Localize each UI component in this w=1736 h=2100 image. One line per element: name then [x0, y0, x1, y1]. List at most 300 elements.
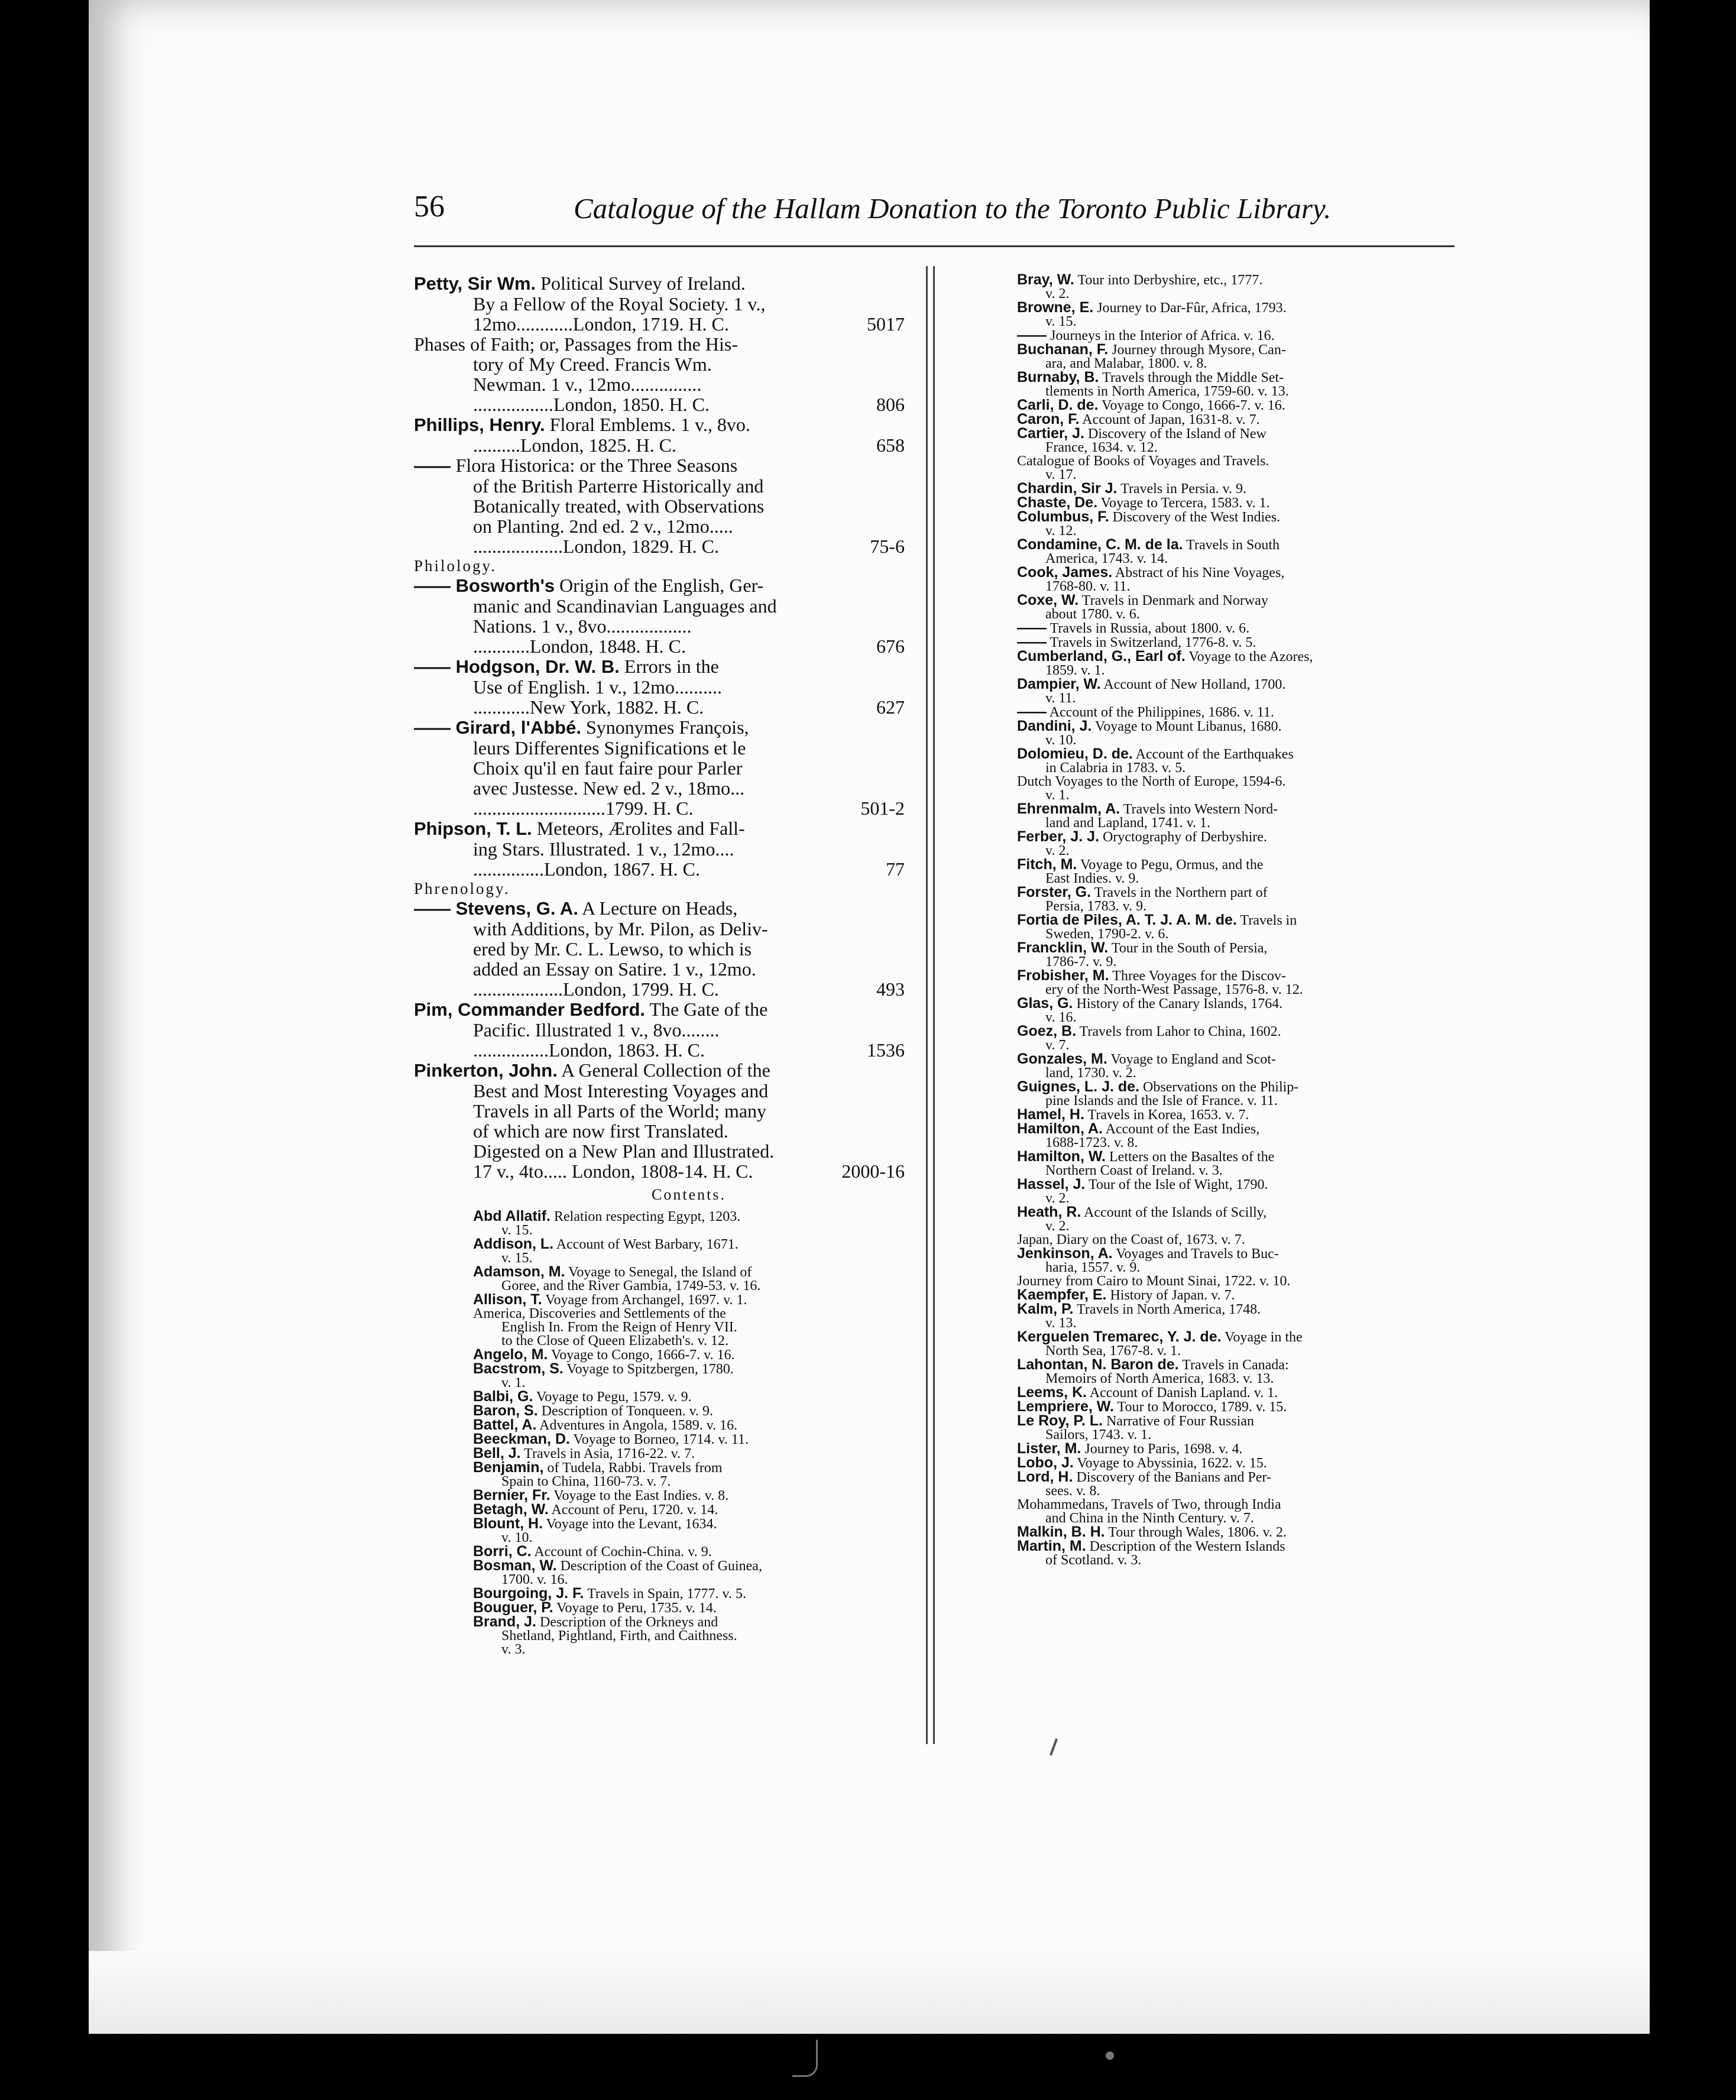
contents-text: v. 2. [1045, 1218, 1070, 1234]
page-number: 56 [414, 190, 445, 223]
contents-line [1017, 621, 1384, 636]
contents-text: of Tudela, Rabbi. Travels from [547, 1460, 723, 1476]
entry-line [414, 919, 905, 939]
entry-author: Phipson, T. L. [414, 818, 532, 839]
imprint-text: ............................1799. H. C. [473, 798, 694, 819]
imprint-text: ...............London, 1867. H. C. [473, 858, 700, 880]
contents-author: Lobo, J. [1017, 1454, 1074, 1471]
contents-text: Voyage to Congo, 1666-7. v. 16. [550, 1347, 735, 1363]
entry-line [414, 476, 905, 496]
entry-line [414, 778, 905, 798]
accession-number: 493 [876, 978, 905, 1000]
entry-author: —— Hodgson, Dr. W. B. [414, 656, 620, 677]
contents-author: Cook, James. [1017, 564, 1113, 581]
contents-author: —— [1017, 634, 1047, 650]
entry-text: A Lecture on Heads, [582, 897, 738, 919]
entry-text: Flora Historica: or the Three Seasons [455, 455, 738, 476]
imprint-text: ...................London, 1799. H. C. [473, 978, 719, 1000]
entry-imprint [414, 859, 905, 879]
contents-text: Account of New Holland, 1700. [1103, 677, 1286, 692]
catalogue-entry [414, 898, 905, 999]
contents-text: Oryctography of Derbyshire. [1102, 829, 1267, 845]
contents-author: Gonzales, M. [1017, 1051, 1107, 1067]
contents-line [473, 1307, 840, 1321]
entry-text: Origin of the English, Ger- [559, 575, 764, 596]
contents-line [1017, 969, 1384, 983]
entry-text: of which are now first Translated. [473, 1120, 728, 1142]
entry-line [414, 414, 905, 435]
imprint-text: ............New York, 1882. H. C. [473, 696, 704, 718]
contents-line [1017, 1205, 1384, 1220]
contents-entry [1017, 678, 1384, 705]
contents-text: Travels in South [1186, 537, 1280, 553]
contents-author: Ehrenmalm, A. [1017, 801, 1120, 817]
contents-author: Fitch, M. [1017, 856, 1077, 873]
contents-line [1017, 538, 1384, 552]
accession-number: 5017 [867, 313, 905, 335]
entry-line [414, 455, 905, 476]
contents-line [473, 1517, 840, 1531]
entry-text: avec Justesse. New ed. 2 v., 18mo... [473, 777, 745, 799]
contents-text: haria, 1557. v. 9. [1045, 1260, 1141, 1275]
contents-line [473, 1321, 840, 1334]
contents-text: Tour in the South of Persia, [1111, 941, 1268, 956]
entry-text: Digested on a New Plan and Illustrated. [473, 1140, 775, 1162]
contents-author: Bray, W. [1017, 271, 1074, 288]
contents-text: Voyage to Senegal, the Island of [568, 1265, 752, 1280]
contents-author: Battel, A. [473, 1417, 537, 1433]
contents-text: 1786-7. v. 9. [1045, 954, 1117, 970]
contents-entry [1017, 301, 1384, 329]
contents-text: Relation respecting Egypt, 1203. [554, 1209, 741, 1224]
catalogue-entry [414, 575, 905, 656]
contents-line [1017, 830, 1384, 844]
contents-text: v. 3. [501, 1642, 526, 1657]
entry-line [414, 374, 905, 394]
contents-entry [1017, 427, 1384, 455]
contents-text: Description of Tonqueen. v. 9. [541, 1404, 714, 1419]
contents-text: Travels in Asia, 1716-22. v. 7. [524, 1446, 695, 1461]
contents-author: Browne, E. [1017, 299, 1094, 316]
contents-entry [1017, 1498, 1384, 1525]
contents-line [473, 1293, 840, 1307]
contents-line [1017, 301, 1384, 315]
contents-text: Voyage to Congo, 1666-7. v. 16. [1102, 398, 1285, 413]
contents-text: Travels in [1240, 913, 1297, 928]
contents-author: Cartier, J. [1017, 425, 1084, 442]
contents-line [1017, 315, 1384, 329]
contents-author: Lister, M. [1017, 1440, 1081, 1457]
contents-text: v. 2. [1045, 1191, 1070, 1206]
contents-entry [414, 1362, 840, 1390]
contents-author: Balbi, G. [473, 1388, 533, 1405]
contents-text: Voyage to Peru, 1735. v. 14. [556, 1600, 717, 1616]
contents-line [1017, 1358, 1384, 1372]
entry-text: with Additions, by Mr. Pilon, as Deliv- [473, 918, 768, 939]
contents-text: 1859. v. 1. [1045, 663, 1105, 678]
entry-text: Phases of Faith; or, Passages from the His- [414, 333, 738, 355]
contents-text: Journeys in the Interior of Africa. v. 16. [1050, 328, 1275, 343]
entry-text: Use of English. 1 v., 12mo.......... [473, 676, 723, 698]
contents-text: Travels in Russia, about 1800. v. 6. [1050, 621, 1250, 636]
accession-number: 77 [886, 858, 905, 880]
contents-author: Fortia de Piles, A. T. J. A. M. de. [1017, 912, 1237, 928]
contents-text: v. 1. [1045, 788, 1070, 803]
contents-text: Discovery of the Banians and Per- [1076, 1470, 1271, 1485]
contents-line [1017, 1470, 1384, 1485]
contents-text: Travels in North America, 1748. [1077, 1302, 1261, 1317]
contents-entry [1017, 802, 1384, 830]
contents-text: Description of the Coast of Guinea, [560, 1558, 762, 1574]
contents-text: Journey through Mysore, Can- [1112, 342, 1286, 358]
contents-entry [1017, 621, 1384, 636]
running-head [414, 189, 1336, 236]
contents-text: land, 1730. v. 2. [1045, 1065, 1136, 1081]
contents-entry [414, 1461, 840, 1489]
entry-text: added an Essay on Satire. 1 v., 12mo. [473, 958, 756, 980]
contents-entry [1017, 997, 1384, 1025]
contents-text: of Scotland. v. 3. [1045, 1553, 1142, 1568]
contents-text: v. 11. [1045, 691, 1076, 706]
contents-entry [1017, 1358, 1384, 1386]
right-column [1017, 273, 1384, 1567]
contents-text: Voyage to Pegu, 1579. v. 9. [536, 1389, 692, 1405]
running-title: Catalogue of the Hallam Donation to the Toronto Public Library. [574, 192, 1332, 225]
entry-author: Pim, Commander Bedford. [414, 999, 645, 1020]
contents-text: ery of the North-West Passage, 1576-8. v. 12. [1045, 982, 1303, 997]
contents-text: Account of Danish Lapland. v. 1. [1089, 1385, 1278, 1401]
contents-entry [1017, 1302, 1384, 1330]
contents-entry [1017, 594, 1384, 621]
entry-imprint [414, 697, 905, 717]
contents-line [1017, 1261, 1384, 1275]
contents-entry [1017, 538, 1384, 566]
contents-text: about 1780. v. 6. [1045, 607, 1140, 622]
imprint-text: 12mo............London, 1719. H. C. [473, 313, 729, 335]
contents-entry [414, 1517, 840, 1545]
contents-text: Voyage to England and Scot- [1110, 1052, 1276, 1067]
contents-text: Voyage to Spitzbergen, 1780. [566, 1362, 734, 1377]
contents-entry [1017, 455, 1384, 482]
contents-text: 1700. v. 16. [501, 1572, 568, 1587]
contents-author: Borri, C. [473, 1543, 532, 1560]
entry-imprint [414, 435, 905, 455]
contents-author: Forster, G. [1017, 884, 1092, 900]
entry-text: By a Fellow of the Royal Society. 1 v., [473, 293, 766, 315]
contents-line [1017, 650, 1384, 664]
accession-number: 2000-16 [841, 1161, 905, 1182]
contents-text: Account of West Barbary, 1671. [556, 1237, 739, 1252]
catalogue-entry [414, 1060, 905, 1181]
accession-number: 658 [876, 435, 905, 456]
contents-entry [1017, 1150, 1384, 1178]
contents-text: Voyage to Pegu, Ormus, and the [1080, 857, 1264, 873]
entry-text: tory of My Creed. Francis Wm. [473, 354, 712, 375]
contents-line [1017, 720, 1384, 734]
entry-text: A General Collection of the [561, 1059, 770, 1081]
contents-entry [1017, 1025, 1384, 1052]
contents-text: Description of the Orkneys and [539, 1615, 718, 1630]
entry-text: The Gate of the [649, 999, 768, 1020]
contents-entry [1017, 830, 1384, 858]
contents-author: Blount, H. [473, 1515, 543, 1532]
entry-author: —— Bosworth's [414, 575, 555, 596]
contents-line [1017, 1080, 1384, 1094]
contents-author: —— [1017, 620, 1047, 636]
contents-entry [414, 1210, 840, 1237]
entry-line [414, 1081, 905, 1101]
accession-number: 1536 [867, 1039, 905, 1061]
entry-imprint [414, 314, 905, 334]
contents-entry [1017, 1122, 1384, 1150]
contents-text: Adventures in Angola, 1589. v. 16. [539, 1418, 738, 1433]
entry-author: Petty, Sir Wm. [414, 273, 536, 294]
contents-text: Letters on the Basaltes of the [1109, 1149, 1275, 1165]
contents-entry [1017, 858, 1384, 886]
contents-entry [1017, 343, 1384, 371]
contents-author: Frobisher, M. [1017, 967, 1109, 984]
contents-author: Goez, B. [1017, 1023, 1077, 1039]
entry-text: ing Stars. Illustrated. 1 v., 12mo.... [473, 838, 734, 860]
contents-text: Discovery of the Island of New [1087, 426, 1267, 442]
contents-entry [1017, 720, 1384, 747]
contents-text: Account of the East Indies, [1105, 1122, 1260, 1137]
contents-text: 1688-1723. v. 8. [1045, 1135, 1138, 1151]
contents-text: v. 15. [501, 1250, 533, 1266]
contents-text: Tour to Morocco, 1789. v. 15. [1117, 1399, 1287, 1415]
contents-text: Discovery of the West Indies. [1112, 510, 1281, 525]
contents-line [473, 1629, 840, 1643]
contents-text: Northern Coast of Ireland. v. 3. [1045, 1163, 1223, 1178]
contents-line [1017, 678, 1384, 692]
contents-author: —— [1017, 704, 1047, 720]
contents-entry [1017, 747, 1384, 775]
entry-line [414, 999, 905, 1020]
contents-line [1017, 858, 1384, 872]
contents-line [1017, 594, 1384, 608]
catalogue-entry [414, 273, 905, 334]
contents-line [1017, 761, 1384, 775]
contents-text: Voyage to the Azores, [1188, 649, 1313, 665]
contents-text: v. 10. [501, 1530, 533, 1545]
contents-text: America, 1743. v. 14. [1045, 551, 1168, 566]
contents-entry [414, 1293, 840, 1307]
contents-author: Glas, G. [1017, 995, 1073, 1012]
entry-line [414, 1141, 905, 1161]
contents-author: Bernier, Fr. [473, 1487, 550, 1503]
contents-author: Malkin, B. H. [1017, 1524, 1105, 1540]
contents-text: Travels in Korea, 1653. v. 7. [1087, 1107, 1249, 1123]
entry-author: —— Stevens, G. A. [414, 898, 578, 919]
contents-line [473, 1461, 840, 1475]
entry-line [414, 596, 905, 616]
contents-line [1017, 273, 1384, 287]
contents-author: Allison, T. [473, 1291, 542, 1308]
contents-text: Account of the Earthquakes [1135, 747, 1294, 762]
contents-author: Dandini, J. [1017, 718, 1092, 734]
contents-text: to the Close of Queen Elizabeth's. v. 12. [501, 1333, 729, 1349]
contents-author: Kalm, P. [1017, 1301, 1074, 1317]
scan-artifact [1106, 2052, 1114, 2060]
contents-entry [414, 1615, 840, 1657]
contents-text: v. 17. [1045, 467, 1077, 482]
contents-line [1017, 1540, 1384, 1554]
contents-text: Account of Japan, 1631-8. v. 7. [1082, 412, 1260, 427]
contents-line [1017, 997, 1384, 1011]
accession-number: 676 [876, 636, 905, 657]
contents-text: Account of Peru, 1720. v. 14. [551, 1502, 718, 1518]
contents-text: Three Voyages for the Discov- [1112, 968, 1286, 984]
contents-author: Martin, M. [1017, 1538, 1086, 1554]
contents-entry [1017, 941, 1384, 969]
contents-author: Bell, J. [473, 1445, 521, 1461]
contents-line [1017, 510, 1384, 524]
contents-text: v. 2. [1045, 843, 1070, 858]
contents-text: v. 16. [1045, 1010, 1077, 1025]
contents-entry [1017, 1247, 1384, 1275]
contents-author: Baron, S. [473, 1402, 538, 1419]
contents-author: Heath, R. [1017, 1204, 1081, 1220]
contents-entry [1017, 1080, 1384, 1108]
contents-entry [414, 1265, 840, 1293]
catalogue-entry [414, 414, 905, 455]
contents-text: Travels in Switzerland, 1776-8. v. 5. [1050, 635, 1256, 650]
contents-text: Travels in Persia. v. 9. [1120, 481, 1246, 497]
entry-line [414, 1101, 905, 1121]
contents-line [1017, 1498, 1384, 1512]
contents-line [1017, 886, 1384, 900]
entry-text: Best and Most Interesting Voyages and [473, 1080, 769, 1101]
imprint-text: 17 v., 4to..... London, 1808-14. H. C. [473, 1161, 753, 1182]
entry-text: Pacific. Illustrated 1 v., 8vo........ [473, 1019, 720, 1041]
contents-author: Le Roy, P. L. [1017, 1412, 1103, 1429]
contents-entry [1017, 775, 1384, 802]
contents-text: Voyage to Tercera, 1583. v. 1. [1100, 495, 1270, 511]
contents-author: Abd Allatif. [473, 1208, 551, 1224]
entry-text: Nations. 1 v., 8vo.................. [473, 615, 692, 637]
contents-text: America, Discoveries and Settlements of the [473, 1306, 726, 1321]
contents-line [1017, 775, 1384, 789]
entry-text: Botanically treated, with Observations [473, 495, 765, 517]
contents-text: Travels in the Northern part of [1094, 885, 1268, 900]
contents-line [1017, 566, 1384, 580]
entry-text: Newman. 1 v., 12mo............... [473, 374, 702, 395]
contents-text: Sweden, 1790-2. v. 6. [1045, 926, 1169, 942]
contents-text: v. 1. [501, 1375, 526, 1391]
contents-text: Shetland, Pightland, Firth, and Caithness. [501, 1628, 737, 1644]
contents-entry [1017, 1330, 1384, 1358]
contents-text: Voyage to Borneo, 1714. v. 11. [573, 1432, 749, 1447]
contents-entry [1017, 371, 1384, 398]
page-bottom-edge [89, 1951, 1650, 2034]
contents-author: Lahontan, N. Baron de. [1017, 1356, 1179, 1373]
contents-text: v. 13. [1045, 1315, 1077, 1331]
contents-text: Account of Cochin-China. v. 9. [534, 1544, 712, 1560]
contents-text: North Sea, 1767-8. v. 1. [1045, 1343, 1181, 1359]
contents-text: Description of the Western Islands [1089, 1539, 1285, 1554]
contents-text: v. 7. [1045, 1038, 1070, 1053]
contents-author: Kaempfer, E. [1017, 1286, 1107, 1303]
contents-text: Travels in Spain, 1777. v. 5. [587, 1586, 746, 1602]
catalogue-entry [414, 717, 905, 818]
entry-author: —— Girard, l'Abbé. [414, 717, 581, 738]
contents-text: Journey to Paris, 1698. v. 4. [1084, 1441, 1243, 1457]
contents-line [1017, 1220, 1384, 1233]
contents-text: tlements in North America, 1759-60. v. 13. [1045, 384, 1289, 399]
contents-entry [1017, 969, 1384, 997]
contents-author: Columbus, F. [1017, 508, 1109, 525]
contents-author: Bosman, W. [473, 1557, 557, 1574]
contents-entry [1017, 566, 1384, 594]
accession-number: 627 [876, 696, 905, 718]
contents-line [473, 1559, 840, 1573]
contents-author: Coxe, W. [1017, 592, 1079, 608]
contents-text: East Indies. v. 9. [1045, 871, 1139, 886]
entry-text: manic and Scandinavian Languages and [473, 595, 777, 617]
contents-author: Cumberland, G., Earl of. [1017, 648, 1186, 665]
contents-heading: Contents. [652, 1186, 726, 1203]
entry-line [414, 354, 905, 374]
contents-author: Lempriere, W. [1017, 1398, 1114, 1415]
contents-text: Tour through Wales, 1806. v. 2. [1108, 1525, 1287, 1540]
entry-imprint [414, 1040, 905, 1060]
contents-text: Observations on the Philip- [1142, 1080, 1299, 1095]
contents-entry [1017, 1205, 1384, 1233]
contents-entry [1017, 913, 1384, 941]
contents-author: Francklin, W. [1017, 939, 1109, 956]
entry-text: leurs Differentes Significations et le [473, 737, 746, 759]
contents-text: Account of the Philippines, 1686. v. 11. [1049, 705, 1274, 720]
contents-line [1017, 1247, 1384, 1261]
contents-author: Buchanan, F. [1017, 341, 1109, 358]
entry-line [414, 758, 905, 778]
contents-text: Narrative of Four Russian [1106, 1414, 1254, 1429]
column-divider-left [926, 266, 928, 1744]
catalogue-entry [414, 334, 905, 414]
contents-text: Voyage in the [1225, 1330, 1303, 1345]
contents-author: Brand, J. [473, 1613, 536, 1630]
contents-line [1017, 747, 1384, 761]
contents-author: Lord, H. [1017, 1469, 1073, 1485]
contents-line [1017, 941, 1384, 955]
entry-line [414, 1020, 905, 1040]
contents-author: Bacstrom, S. [473, 1360, 563, 1377]
contents-text: English In. From the Reign of Henry VII. [501, 1320, 737, 1335]
entry-line [414, 273, 905, 294]
contents-author: Jenkinson, A. [1017, 1245, 1113, 1262]
entry-imprint [414, 394, 905, 414]
contents-text: Dutch Voyages to the North of Europe, 1594-6. [1017, 774, 1286, 789]
contents-text: Travels in Denmark and Norway [1081, 593, 1268, 608]
contents-author: Beeckman, D. [473, 1431, 570, 1447]
contents-line [1017, 692, 1384, 705]
entry-text: on Planting. 2nd ed. 2 v., 12mo..... [473, 516, 733, 537]
contents-text: France, 1634. v. 12. [1045, 440, 1158, 455]
entry-author: Pinkerton, John. [414, 1060, 558, 1081]
contents-text: Tour of the Isle of Wight, 1790. [1088, 1177, 1268, 1192]
accession-number: 501-2 [860, 798, 905, 819]
entry-imprint [414, 798, 905, 818]
contents-entry [1017, 510, 1384, 538]
entry-line [414, 575, 905, 596]
contents-line [1017, 1178, 1384, 1192]
contents-text: Journey to Dar-Fûr, Africa, 1793. [1097, 300, 1287, 316]
contents-text: Travels from Lahor to China, 1602. [1079, 1024, 1281, 1039]
contents-author: Chardin, Sir J. [1017, 480, 1118, 497]
entry-line [414, 1121, 905, 1141]
contents-text: Spain to China, 1160-73. v. 7. [501, 1474, 671, 1489]
contents-entry [1017, 273, 1384, 301]
